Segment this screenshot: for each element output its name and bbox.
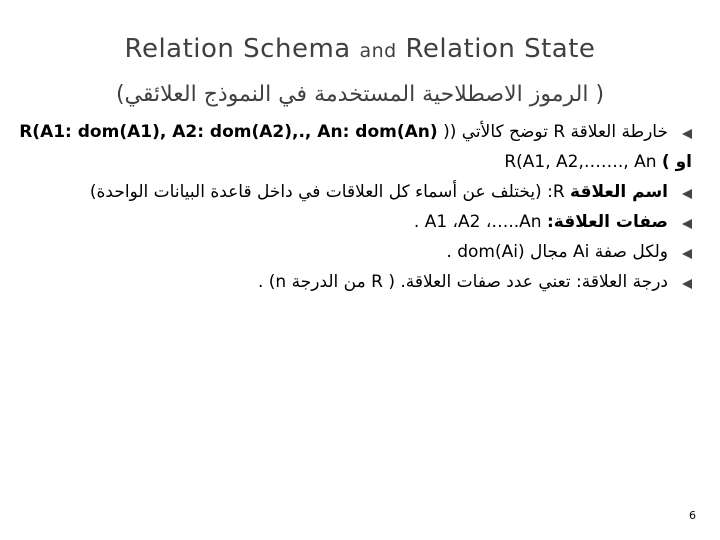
attributes-label: صفات العلاقة: (546, 212, 668, 232)
bullet-item-schema (19, 118, 692, 148)
bullet-arrow-icon (680, 278, 692, 290)
bullet-item-attributes (28, 208, 692, 238)
title-part2: Relation State (405, 34, 596, 64)
line-alternative-schema (28, 148, 692, 178)
schema-formula: R(A1: dom(A1), A2: dom(A2),., An: dom(An) (19, 122, 438, 142)
bullet-text: درجة العلاقة: تعني عدد صفات العلاقة. ( R من الدرجة n) . (257, 272, 668, 292)
bullet-item-relation-name (28, 178, 692, 208)
page-number: 6 (689, 509, 696, 522)
relation-name-desc: R: (يختلف عن أسماء كل العلاقات في داخل قاعدة البيانات الواحدة) (89, 182, 565, 202)
bullet-arrow-icon (680, 128, 692, 140)
relation-name-label: اسم العلاقة (570, 182, 668, 202)
bullet-item-domain (28, 238, 692, 268)
bullet-text (19, 122, 668, 142)
bullet-text: ولكل صفة Ai مجال dom(Ai) . (446, 242, 668, 262)
slide-title (0, 34, 720, 64)
bullet-text (414, 212, 668, 232)
bullet-arrow-icon (680, 218, 692, 230)
or-label: او ) (661, 152, 692, 172)
slide-subtitle-arabic: ( الرموز الاصطلاحية المستخدمة في النموذج العلائقي) (115, 82, 605, 107)
bullet-arrow-icon (680, 248, 692, 260)
attributes-list: A1 ،A2 ،…..An . (413, 212, 542, 232)
line-text (504, 152, 692, 172)
bullet-text (90, 182, 668, 202)
schema-desc: خارطة العلاقة R توضح كالأتي (( (443, 122, 668, 142)
title-and: and (359, 40, 397, 62)
bullet-item-degree (28, 268, 692, 298)
short-formula: R(A1, A2,……., An (504, 152, 657, 172)
title-part1: Relation Schema (124, 34, 351, 64)
bullet-list (19, 118, 692, 298)
bullet-arrow-icon (680, 188, 692, 200)
